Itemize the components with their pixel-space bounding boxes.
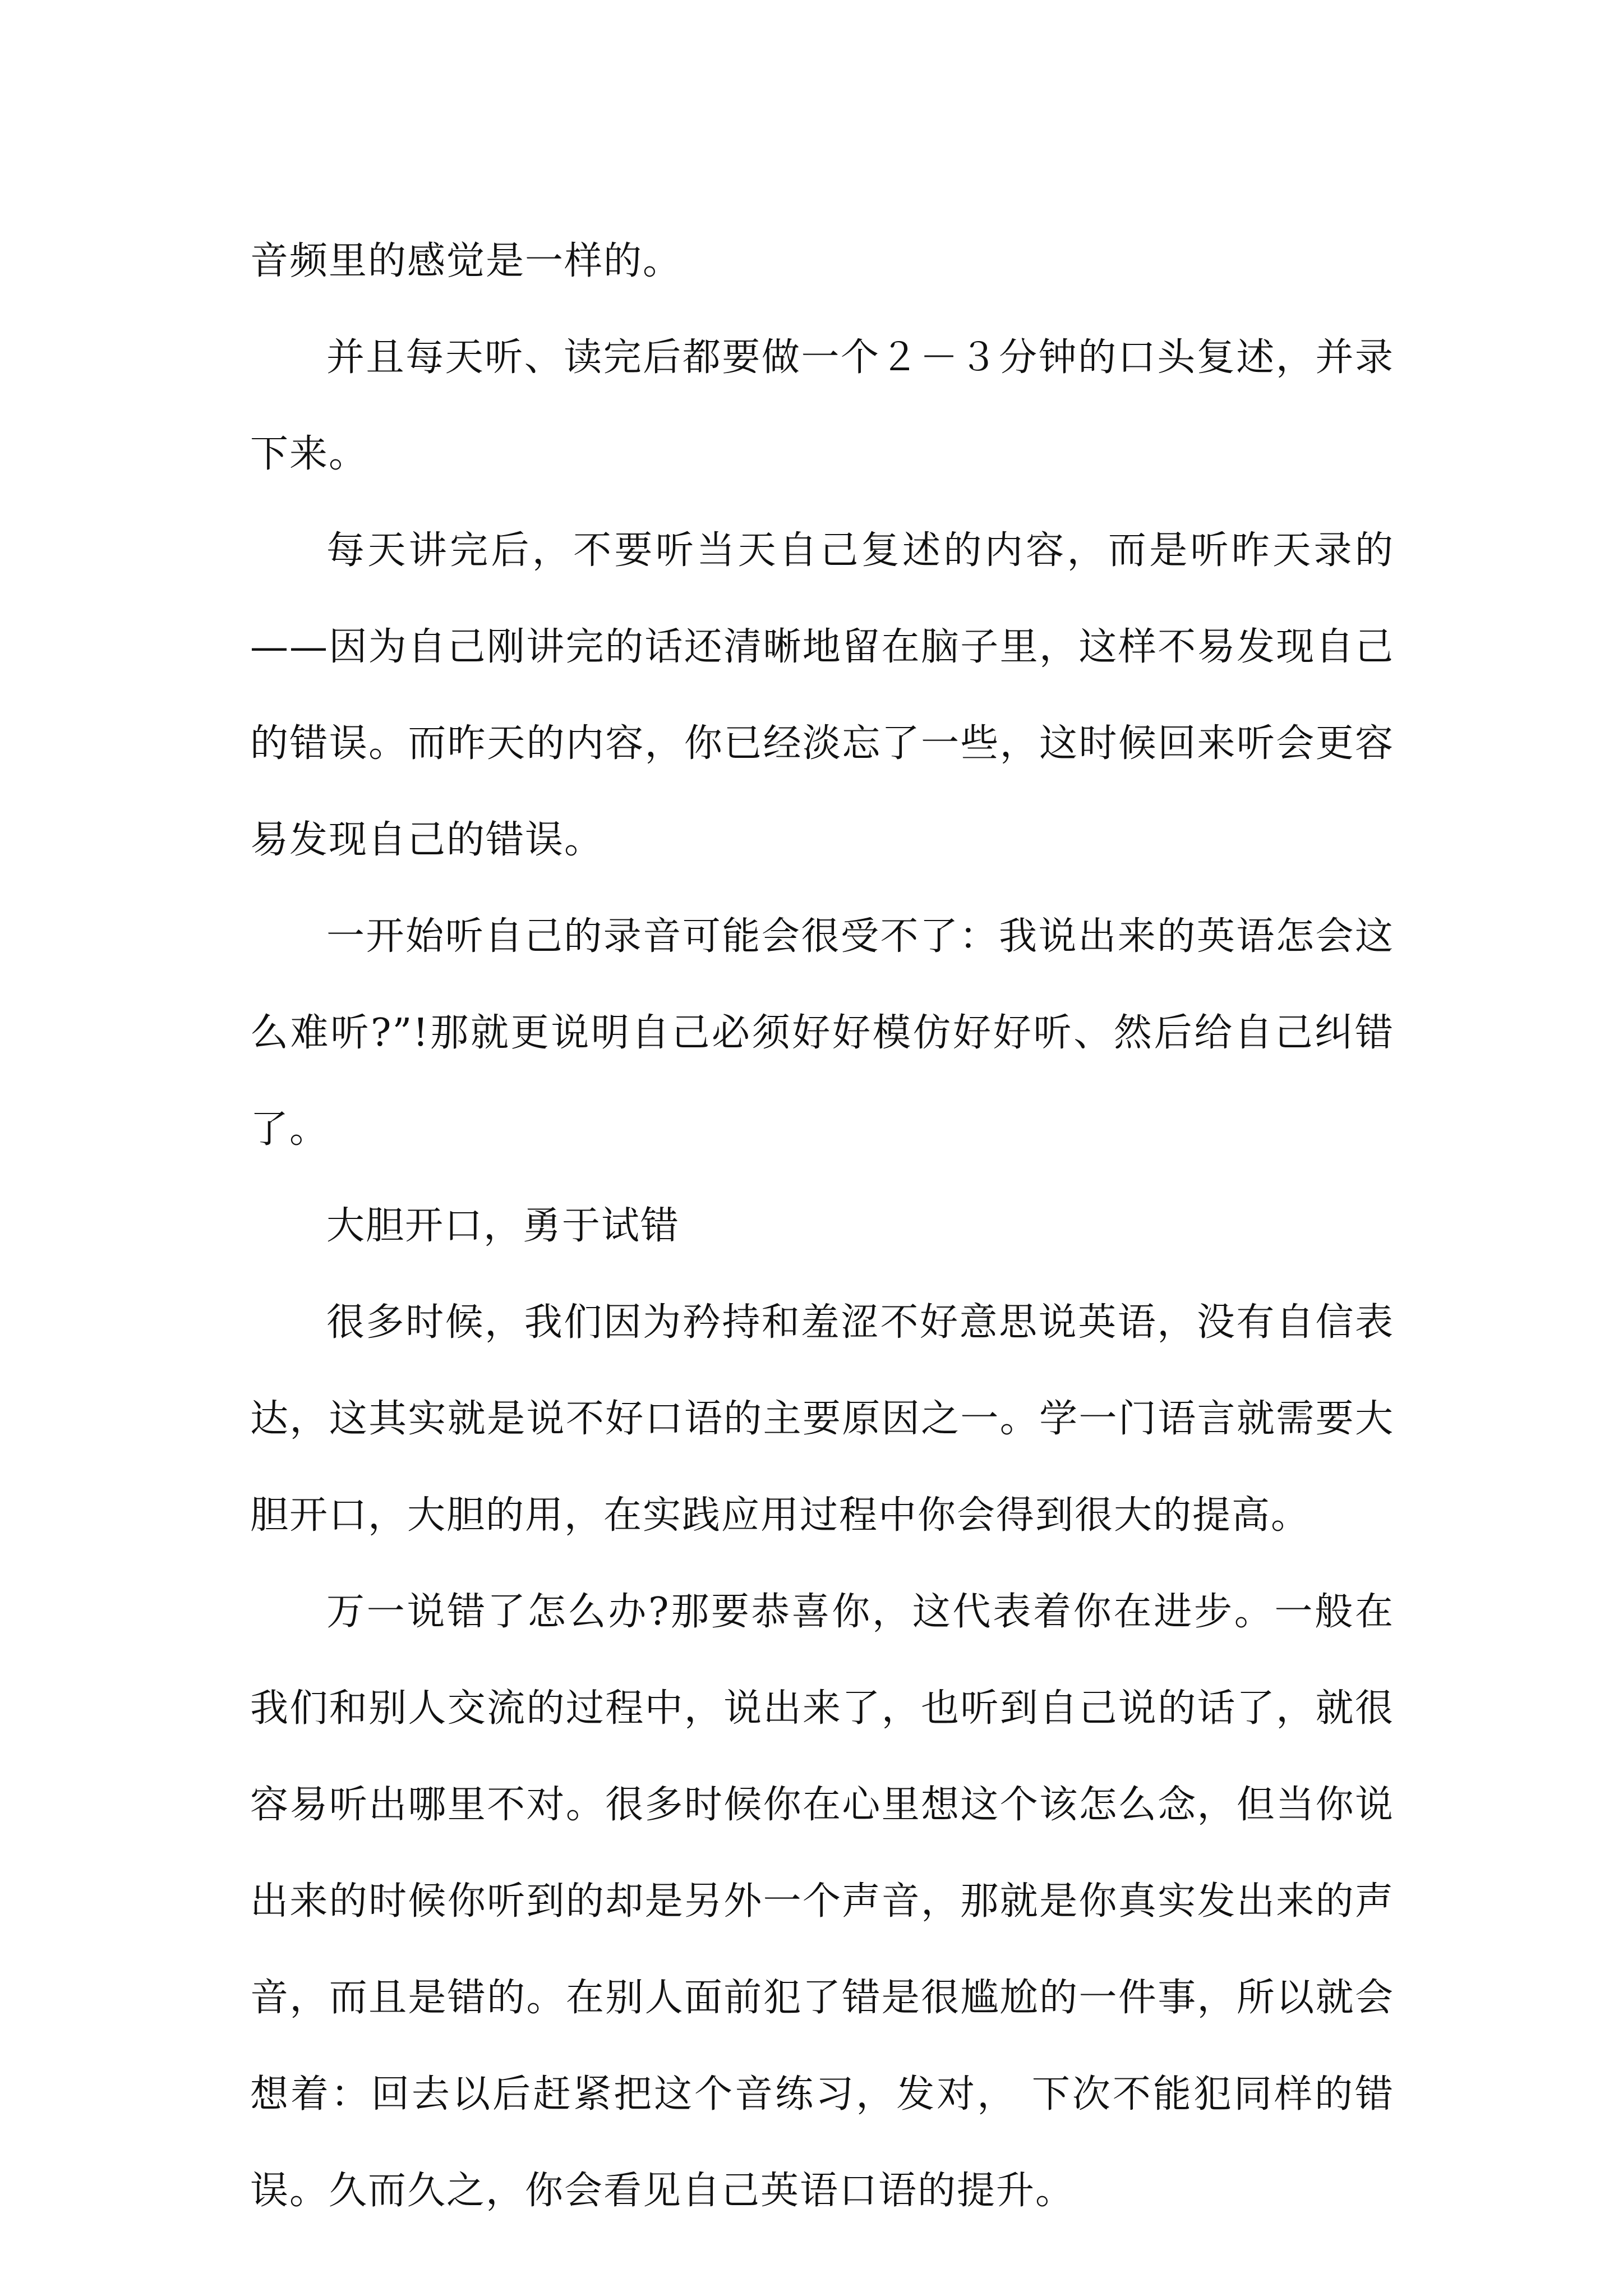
document-body: [250, 213, 1394, 2239]
paragraph-4: 一开始听自己的录音可能会很受不了：我说出来的英语怎会这么难听?”!那就更说明自己必须好好模仿好好听、然后给自己纠错了。: [250, 914, 1394, 1152]
paragraph-1: 音频里的感觉是一样的。: [250, 239, 683, 283]
paragraph-3: 每天讲完后，不要听当天自己复述的内容，而是听昨天录的——因为自己刚讲完的话还清晰地留在脑子里，这样不易发现自己的错误。而昨天的内容，你已经淡忘了一些，这时候回来听会更容易发现自己的错误。: [250, 528, 1394, 862]
section-heading: 大胆开口，勇于试错: [326, 1204, 680, 1248]
paragraph-2: 并且每天听、读完后都要做一个２－３分钟的口头复述，并录下来。: [250, 335, 1394, 476]
paragraph-6: 万一说错了怎么办?那要恭喜你，这代表着你在进步。一般在我们和别人交流的过程中，说出来了，也听到自己说的话了，就很容易听出哪里不对。很多时候你在心里想这个该怎么念，但当你说出来的时候你听到的却是另外一个声音，那就是你真实发出来的声音，而且是错的。在别人面前犯了错是很尴尬的一件事，所以就会想着：回去以后赶紧把这个音练习，发对， 下次不能犯同样的错误。久而久之，你会看见自己英语口语的提升。: [250, 1590, 1394, 2213]
paragraph-5: 很多时候，我们因为矜持和羞涩不好意思说英语，没有自信表达，这其实就是说不好口语的主要原因之一。学一门语言就需要大胆开口，大胆的用，在实践应用过程中你会得到很大的提高。: [250, 1300, 1394, 1538]
